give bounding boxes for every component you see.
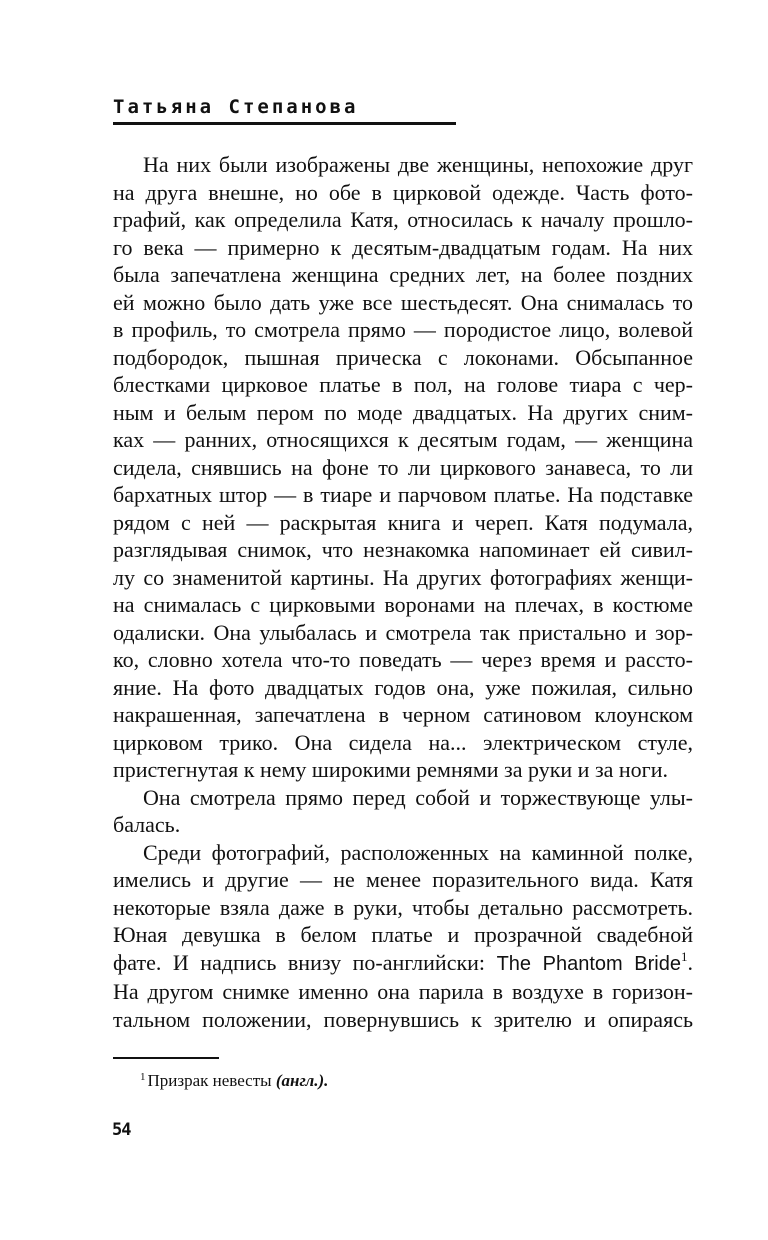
text-line: На них были изображены две женщины, непохожие друг <box>143 152 693 177</box>
text-line: лу со знаменитой картины. На других фотографиях женщи- <box>113 564 693 590</box>
text-line: Юная девушка в белом платье и прозрачной свадебной <box>113 922 693 947</box>
english-title: The Phantom Bride <box>496 952 681 975</box>
header-rule <box>113 122 456 125</box>
page-number: 54 <box>112 1120 131 1140</box>
text-fragment: . <box>687 949 693 975</box>
footnote-language-note: (англ.). <box>275 1071 329 1090</box>
text-line: рядом с ней — раскрытая книга и череп. Катя подумала, <box>113 509 693 535</box>
text-line: была запечатлена женщина средних лет, на более поздних <box>113 262 693 287</box>
text-line: пристегнутая к нему широкими ремнями за руки и за ноги. <box>113 757 668 782</box>
text-line: Среди фотографий, расположенных на каминной полке, <box>143 839 693 865</box>
text-fragment: фате. И надпись внизу по-английски: <box>113 949 497 975</box>
text-line: На другом снимке именно она парила в воздухе в горизон- <box>113 979 693 1004</box>
footnote-text: Призрак невесты <box>147 1071 276 1090</box>
text-line: на снималась с цирковыми воронами на плечах, в костюме <box>113 592 693 617</box>
text-line: яние. На фото двадцатых годов она, уже пожилая, сильно <box>113 674 693 700</box>
text-line: Она смотрела прямо перед собой и торжествующе улы- <box>143 784 693 810</box>
footnote <box>140 1071 328 1091</box>
footnote-mark: 1 <box>140 1071 146 1083</box>
text-line: блестками цирковое платье в пол, на голове тиара с чер- <box>113 372 693 397</box>
paragraph-3 <box>113 839 693 1034</box>
text-line: цирковом трико. Она сидела на... электрическом стуле, <box>113 729 693 755</box>
text-line: ным и белым пером по моде двадцатых. На других сним- <box>113 399 693 425</box>
text-line: в профиль, то смотрела прямо — породистое лицо, волевой <box>113 317 693 342</box>
text-line: накрашенная, запечатлена в черном сатиновом клоунском <box>113 702 693 727</box>
text-line: некоторые взяла даже в руки, чтобы детально рассмотреть. <box>113 894 693 920</box>
text-line: подбородок, пышная прическа с локонами. Обсыпанное <box>113 344 693 370</box>
footnote-reference: 1 <box>680 948 688 964</box>
text-line: балась. <box>113 812 181 837</box>
text-line: тальном положении, повернувшись к зрителю и опираясь <box>113 1006 693 1032</box>
text-line: сидела, снявшись на фоне то ли циркового занавеса, то ли <box>113 454 693 480</box>
paragraph-2 <box>113 784 693 839</box>
text-line: ках — ранних, относящихся к десятым годам, — женщина <box>113 427 693 452</box>
text-line: имелись и другие — не менее поразительного вида. Катя <box>113 867 693 892</box>
text-line: го века — примерно к десятым-двадцатым годам. На них <box>113 234 693 260</box>
text-line: разглядывая снимок, что незнакомка напоминает ей сивил- <box>113 537 693 562</box>
text-line: на друга внешне, но обе в цирковой одежде. Часть фото- <box>113 179 693 205</box>
text-line: одалиски. Она улыбалась и смотрела так пристально и зор- <box>113 619 693 645</box>
running-head: Татьяна Степанова <box>113 96 359 118</box>
text-line: бархатных штор — в тиаре и парчовом платье. На подставке <box>113 482 693 507</box>
paragraph-1 <box>113 151 693 784</box>
body-text <box>113 151 693 1033</box>
text-line: графий, как определила Катя, относилась к началу прошло- <box>113 207 693 232</box>
footnote-rule <box>113 1057 219 1059</box>
text-line: ей можно было дать уже все шестьдесят. Она снималась то <box>113 289 693 315</box>
text-line-phantom-bride <box>113 949 693 979</box>
text-line: ко, словно хотела что-то поведать — через время и рассто- <box>113 647 693 672</box>
